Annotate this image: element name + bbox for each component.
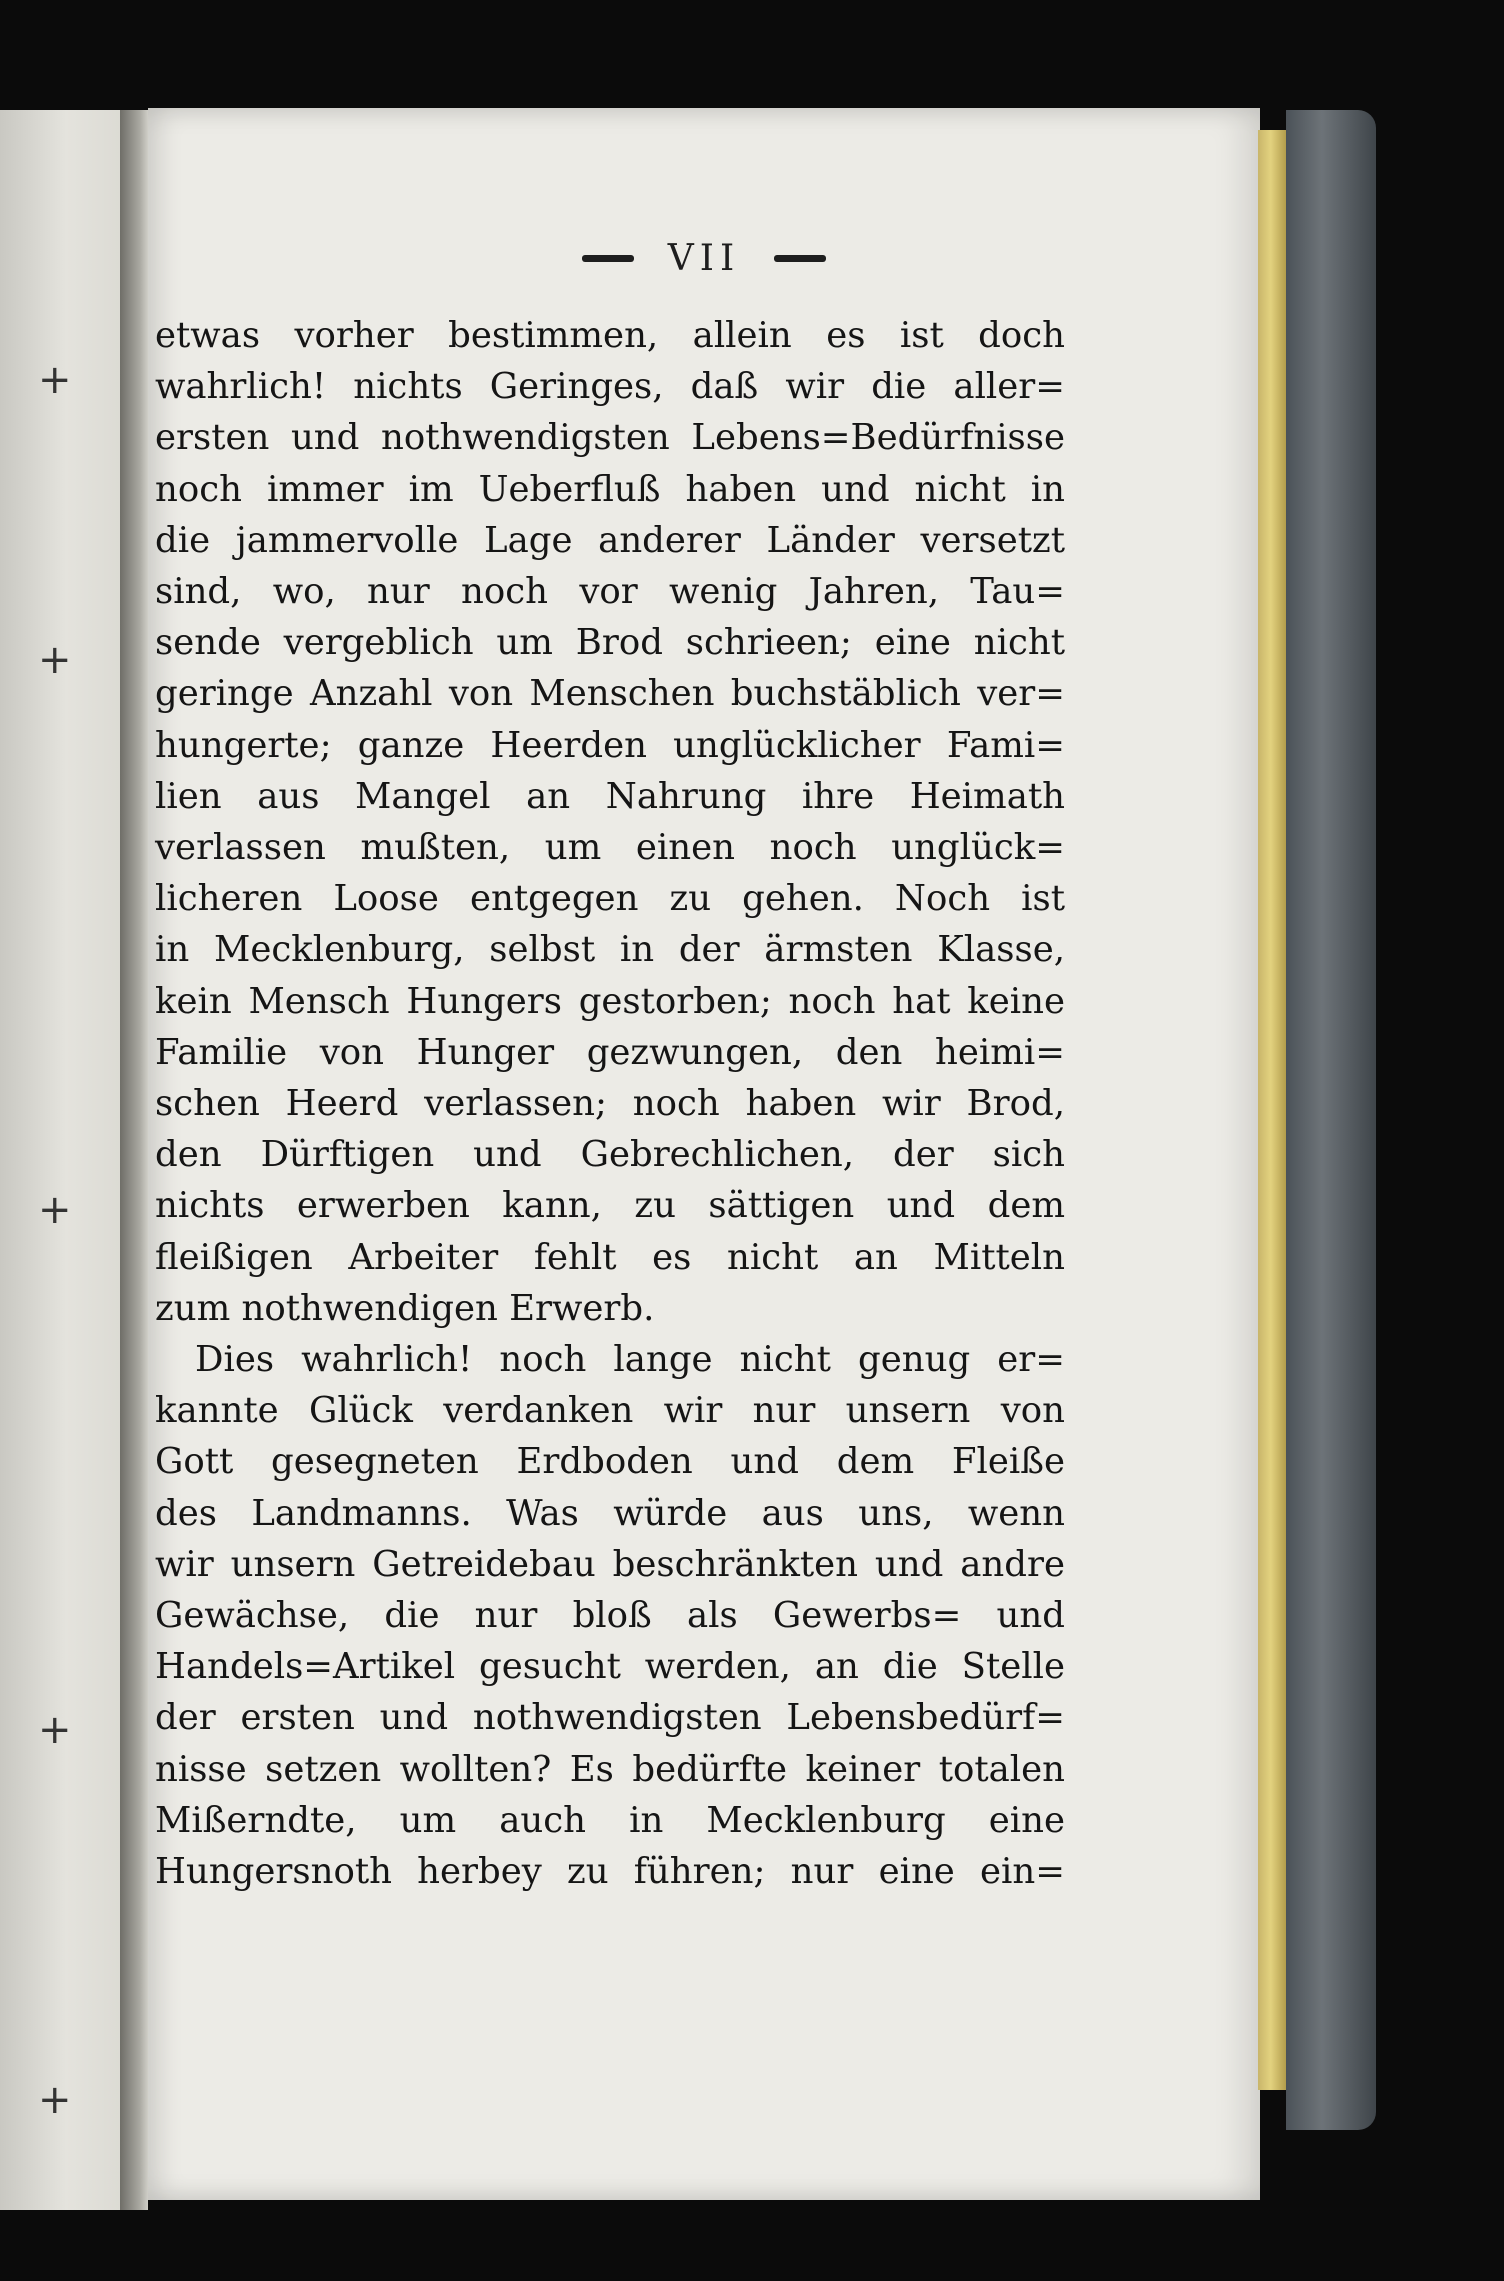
text-line: kein Mensch Hungers gestorben; noch hat keine <box>155 980 1065 1022</box>
text-line: schen Heerd verlassen; noch haben wir Brod, <box>155 1083 1065 1125</box>
margin-mark: + <box>38 1187 72 1233</box>
text-line: geringe Anzahl von Menschen buchstäblich ver= <box>155 673 1065 715</box>
text-line: die jammervolle Lage anderer Länder versetzt <box>155 519 1065 561</box>
text-line: etwas vorher bestimmen, allein es ist doch <box>155 315 1065 356</box>
body-text <box>155 310 1065 1897</box>
text-line: Dies wahrlich! noch lange nicht genug er= <box>195 1339 1065 1381</box>
book-cover <box>1286 110 1376 2130</box>
text-line: nichts erwerben kann, zu sättigen und dem <box>155 1185 1065 1227</box>
text-line: fleißigen Arbeiter fehlt es nicht an Mitteln <box>155 1236 1065 1278</box>
page-edge-gilt <box>1258 130 1286 2090</box>
book-gutter <box>120 110 148 2210</box>
page-number: VII <box>667 237 741 279</box>
margin-mark: + <box>38 2077 72 2123</box>
text-line: Handels=Artikel gesucht werden, an die Stelle <box>155 1646 1065 1688</box>
text-line: der ersten und nothwendigsten Lebensbedürf= <box>155 1697 1065 1739</box>
text-line: noch immer im Ueberfluß haben und nicht in <box>155 468 1065 510</box>
text-line: kannte Glück verdanken wir nur unsern von <box>155 1390 1065 1432</box>
margin-mark: + <box>38 357 72 403</box>
text-line: wir unsern Getreidebau beschränkten und andre <box>155 1543 1065 1585</box>
text-line: wahrlich! nichts Geringes, daß wir die aller= <box>155 366 1065 408</box>
text-line: Gewächse, die nur bloß als Gewerbs= und <box>155 1595 1065 1637</box>
text-line: zum nothwendigen Erwerb. <box>155 1287 655 1329</box>
header-dash-left <box>582 255 634 262</box>
text-line: Familie von Hunger gezwungen, den heimi= <box>155 1031 1065 1073</box>
text-line: verlassen mußten, um einen noch unglück= <box>155 827 1065 869</box>
text-line: den Dürftigen und Gebrechlichen, der sich <box>155 1134 1065 1176</box>
text-line: ersten und nothwendigsten Lebens=Bedürfnisse <box>155 417 1065 459</box>
margin-mark: + <box>38 637 72 683</box>
text-line: licheren Loose entgegen zu gehen. Noch ist <box>155 878 1065 920</box>
page-header <box>148 228 1260 288</box>
header-dash-right <box>774 255 826 262</box>
text-line: Gott gesegneten Erdboden und dem Fleiße <box>155 1441 1065 1483</box>
text-line: lien aus Mangel an Nahrung ihre Heimath <box>155 775 1065 817</box>
text-line: Mißerndte, um auch in Mecklenburg eine <box>155 1799 1065 1841</box>
text-line: in Mecklenburg, selbst in der ärmsten Klasse, <box>155 929 1065 971</box>
text-line: nisse setzen wollten? Es bedürfte keiner totalen <box>155 1748 1065 1790</box>
previous-page-edge <box>0 110 122 2210</box>
text-line: sind, wo, nur noch vor wenig Jahren, Tau= <box>155 571 1065 613</box>
text-line: hungerte; ganze Heerden unglücklicher Fami= <box>155 724 1065 766</box>
margin-mark: + <box>38 1707 72 1753</box>
text-line: Hungersnoth herbey zu führen; nur eine ein= <box>155 1851 1065 1893</box>
text-line: sende vergeblich um Brod schrieen; eine nicht <box>155 622 1065 664</box>
text-line: des Landmanns. Was würde aus uns, wenn <box>155 1492 1065 1534</box>
